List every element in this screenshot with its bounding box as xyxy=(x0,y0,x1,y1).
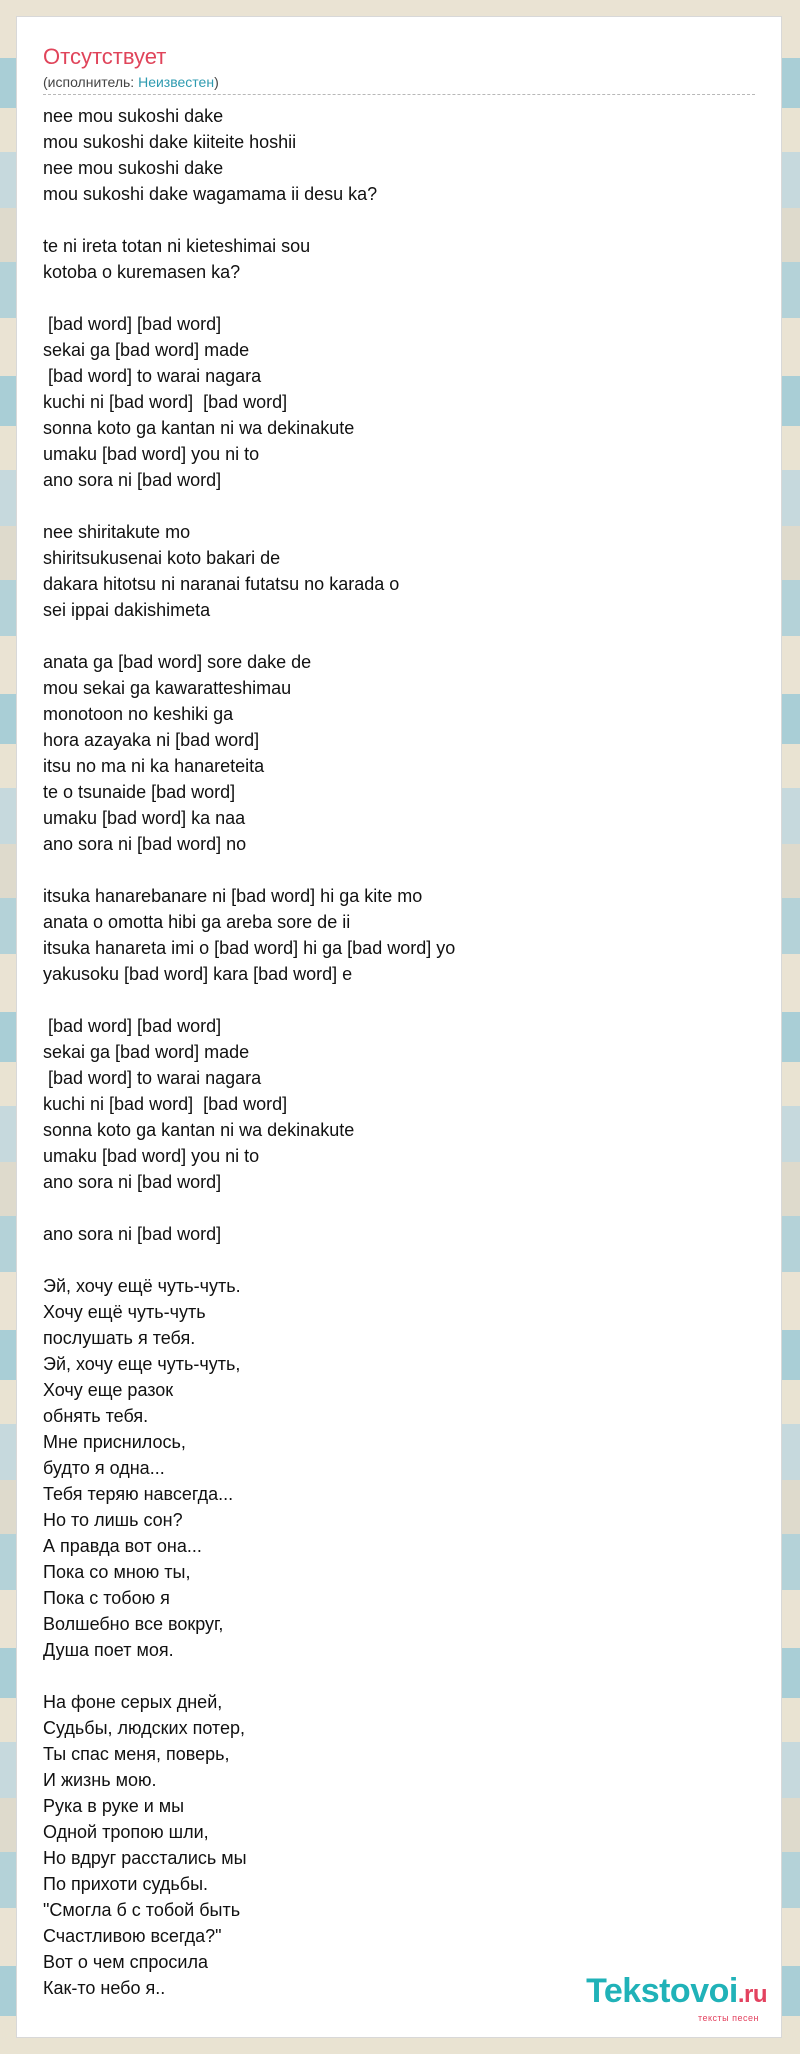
lyric-line: послушать я тебя. xyxy=(43,1328,196,1348)
logo-domain: .ru xyxy=(737,1981,767,2008)
lyric-line: yakusoku [bad word] kara [bad word] e xyxy=(43,964,353,984)
lyric-line: nee shiritakute mo xyxy=(43,522,191,542)
lyric-line: shiritsukusenai koto bakari de xyxy=(43,548,281,568)
lyric-line: Счастливою всегда?" xyxy=(43,1926,222,1946)
lyric-line: Судьбы, людских потер, xyxy=(43,1718,245,1738)
lyric-line xyxy=(43,285,761,311)
lyric-line: Ты спас меня, поверь, xyxy=(43,1744,230,1764)
lyric-line: На фоне серых дней, xyxy=(43,1692,223,1712)
lyric-line xyxy=(43,493,761,519)
lyric-line: hora azayaka ni [bad word] xyxy=(43,730,260,750)
lyric-line: itsuka hanarebanare ni [bad word] hi ga kite mo xyxy=(43,886,423,906)
lyric-line: mou sukoshi dake kiiteite hoshii xyxy=(43,132,297,152)
lyric-line: И жизнь мою. xyxy=(43,1770,157,1790)
lyric-line xyxy=(43,1247,761,1273)
lyric-line: Рука в руке и мы xyxy=(43,1796,185,1816)
lyric-line: sekai ga [bad word] made xyxy=(43,1042,250,1062)
site-logo[interactable] xyxy=(586,1973,767,2023)
lyric-line: [bad word] to warai nagara xyxy=(43,1068,262,1088)
lyric-line: Волшебно все вокруг, xyxy=(43,1614,224,1634)
lyric-line: ano sora ni [bad word] xyxy=(43,1172,222,1192)
artist-suffix: ) xyxy=(214,74,219,90)
lyric-line: ano sora ni [bad word] no xyxy=(43,834,247,854)
lyric-line: Вот о чем спросила xyxy=(43,1952,208,1972)
lyric-line: [bad word] to warai nagara xyxy=(43,366,262,386)
lyric-line: "Смогла б с тобой быть xyxy=(43,1900,241,1920)
lyric-line: kuchi ni [bad word] [bad word] xyxy=(43,392,288,412)
lyric-line: ano sora ni [bad word] xyxy=(43,470,222,490)
lyric-line: Одной тропою шли, xyxy=(43,1822,209,1842)
lyric-line: ano sora ni [bad word] xyxy=(43,1224,222,1244)
lyric-line: Как-то небо я.. xyxy=(43,1978,166,1998)
lyrics-body xyxy=(43,103,761,2001)
lyric-line: Пока со мною ты, xyxy=(43,1562,191,1582)
lyric-line: te o tsunaide [bad word] xyxy=(43,782,236,802)
lyric-line: Эй, хочу еще чуть-чуть, xyxy=(43,1354,241,1374)
lyric-line: Хочу еще разок xyxy=(43,1380,174,1400)
lyric-line xyxy=(43,623,761,649)
lyric-line xyxy=(43,987,761,1013)
lyric-line: sekai ga [bad word] made xyxy=(43,340,250,360)
lyric-line: anata o omotta hibi ga areba sore de ii xyxy=(43,912,351,932)
lyric-line: mou sukoshi dake wagamama ii desu ka? xyxy=(43,184,378,204)
lyric-line: sonna koto ga kantan ni wa dekinakute xyxy=(43,1120,355,1140)
lyric-line: mou sekai ga kawaratteshimau xyxy=(43,678,292,698)
lyric-line: Эй, хочу ещё чуть-чуть. xyxy=(43,1276,241,1296)
artist-link[interactable]: Неизвестен xyxy=(138,74,215,90)
lyric-line xyxy=(43,1663,761,1689)
lyric-line: umaku [bad word] ka naa xyxy=(43,808,246,828)
artist-prefix: (исполнитель: xyxy=(43,74,139,90)
lyric-line: sei ippai dakishimeta xyxy=(43,600,211,620)
lyric-line: nee mou sukoshi dake xyxy=(43,158,224,178)
lyric-line: обнять тебя. xyxy=(43,1406,149,1426)
lyric-line: nee mou sukoshi dake xyxy=(43,106,224,126)
lyric-line: kuchi ni [bad word] [bad word] xyxy=(43,1094,288,1114)
lyric-line: itsu no ma ni ka hanareteita xyxy=(43,756,265,776)
song-title: Отсутствует xyxy=(43,44,167,69)
lyric-line: [bad word] [bad word] xyxy=(43,314,222,334)
lyric-line: umaku [bad word] you ni to xyxy=(43,1146,260,1166)
logo-wordmark xyxy=(586,1973,767,2013)
lyric-line: Но то лишь сон? xyxy=(43,1510,183,1530)
lyric-line: umaku [bad word] you ni to xyxy=(43,444,260,464)
lyric-line: dakara hitotsu ni naranai futatsu no karada o xyxy=(43,574,400,594)
lyric-line: Хочу ещё чуть-чуть xyxy=(43,1302,206,1322)
lyrics-card xyxy=(16,16,782,2038)
lyric-line: По прихоти судьбы. xyxy=(43,1874,209,1894)
lyric-line: te ni ireta totan ni kieteshimai sou xyxy=(43,236,311,256)
logo-name: Tekstovoi xyxy=(586,1972,738,2010)
lyric-line xyxy=(43,857,761,883)
lyric-line: Душа поет моя. xyxy=(43,1640,174,1660)
song-header xyxy=(43,44,755,95)
lyric-line: Мне приснилось, xyxy=(43,1432,186,1452)
lyric-line: А правда вот она... xyxy=(43,1536,202,1556)
lyric-line xyxy=(43,1195,761,1221)
lyric-line: sonna koto ga kantan ni wa dekinakute xyxy=(43,418,355,438)
lyric-line: Пока с тобою я xyxy=(43,1588,170,1608)
lyric-line: kotoba o kuremasen ka? xyxy=(43,262,241,282)
lyric-line: itsuka hanareta imi o [bad word] hi ga [bad word] yo xyxy=(43,938,456,958)
lyric-line: будто я одна... xyxy=(43,1458,165,1478)
lyric-line xyxy=(43,207,761,233)
lyric-line: anata ga [bad word] sore dake de xyxy=(43,652,312,672)
lyric-line: Но вдруг расстались мы xyxy=(43,1848,247,1868)
lyric-line: Тебя теряю навсегда... xyxy=(43,1484,234,1504)
logo-tagline: тексты песен xyxy=(697,2013,759,2023)
lyric-line: monotoon no keshiki ga xyxy=(43,704,234,724)
lyric-line: [bad word] [bad word] xyxy=(43,1016,222,1036)
artist-line xyxy=(43,73,755,91)
